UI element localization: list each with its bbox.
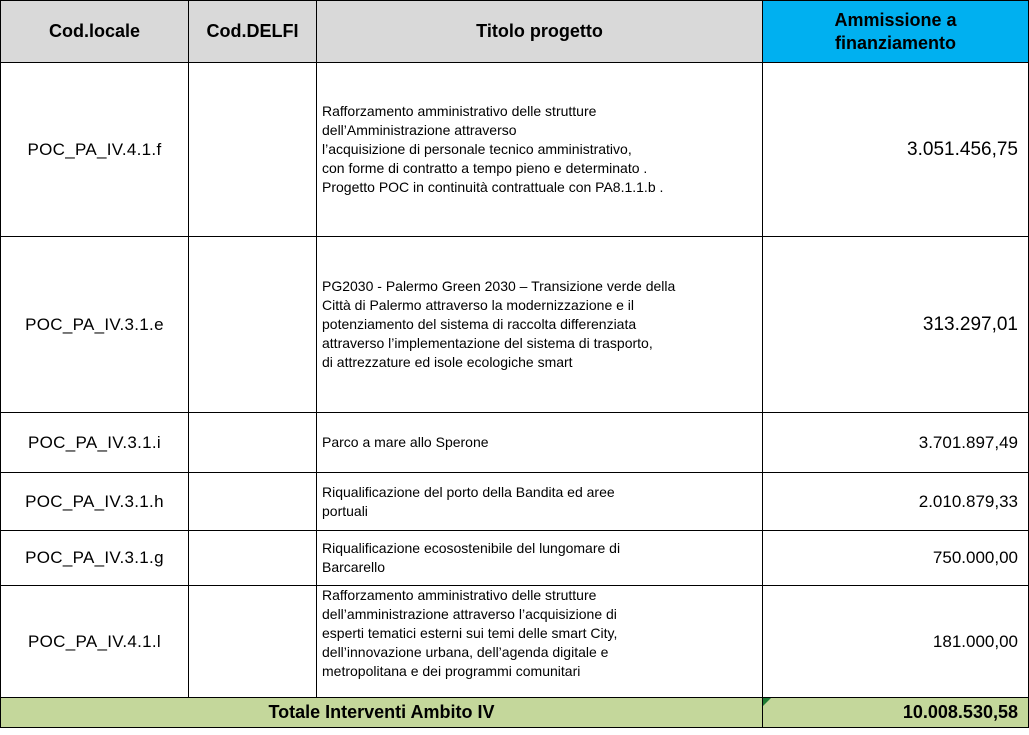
row-title-text: Riqualificazione del porto della Bandita ed aree portuali bbox=[322, 483, 615, 519]
table-row bbox=[1, 237, 1029, 413]
row-delfi bbox=[189, 473, 317, 531]
row-amount: 3.701.897,49 bbox=[763, 413, 1029, 473]
table-row bbox=[1, 413, 1029, 473]
row-amount: 2.010.879,33 bbox=[763, 473, 1029, 531]
row-title bbox=[317, 531, 763, 586]
row-title bbox=[317, 237, 763, 413]
total-label: Totale Interventi Ambito IV bbox=[1, 698, 763, 728]
cell-comment-marker bbox=[763, 698, 771, 706]
table-row bbox=[1, 63, 1029, 237]
row-title bbox=[317, 413, 763, 473]
header-row bbox=[1, 1, 1029, 63]
row-code: POC_PA_IV.4.1.l bbox=[1, 586, 189, 698]
row-code: POC_PA_IV.3.1.g bbox=[1, 531, 189, 586]
header-ammissione-line2: finanziamento bbox=[834, 32, 956, 53]
row-title-text: Riqualificazione ecosostenibile del lungomare di Barcarello bbox=[322, 540, 621, 575]
row-title-text: Parco a mare allo Sperone bbox=[322, 434, 489, 450]
table-row bbox=[1, 531, 1029, 586]
row-code: POC_PA_IV.3.1.h bbox=[1, 473, 189, 531]
row-title-text: PG2030 - Palermo Green 2030 – Transizione verde della Città di Palermo attraverso la modernizzazione e il potenziamento del sistema di raccolta differenziata attraverso l’implementazione del sistema di trasporto, di attrezzature ed isole ecologiche smart bbox=[322, 278, 676, 370]
row-amount: 313.297,01 bbox=[763, 237, 1029, 413]
header-cod-locale: Cod.locale bbox=[1, 1, 189, 63]
row-delfi bbox=[189, 413, 317, 473]
total-value: 10.008.530,58 bbox=[902, 702, 1018, 722]
header-ammissione-finanziamento bbox=[763, 1, 1029, 63]
row-amount: 750.000,00 bbox=[763, 531, 1029, 586]
row-title bbox=[317, 63, 763, 237]
total-value-cell bbox=[763, 698, 1029, 728]
row-code: POC_PA_IV.3.1.i bbox=[1, 413, 189, 473]
header-titolo-progetto: Titolo progetto bbox=[317, 1, 763, 63]
row-code: POC_PA_IV.3.1.e bbox=[1, 237, 189, 413]
total-row bbox=[1, 698, 1029, 728]
row-delfi bbox=[189, 586, 317, 698]
row-amount: 3.051.456,75 bbox=[763, 63, 1029, 237]
row-title-text: Rafforzamento amministrativo delle strutture dell’amministrazione attraverso l’acquisizione di esperti tematici esterni sui temi delle smart City, dell’innovazione urbana, dell’agenda digitale e metropolitana e dei programmi comunitari bbox=[322, 587, 618, 679]
row-title bbox=[317, 473, 763, 531]
table-row bbox=[1, 473, 1029, 531]
header-cod-delfi: Cod.DELFI bbox=[189, 1, 317, 63]
header-ammissione-line1: Ammissione a bbox=[834, 9, 957, 30]
row-code: POC_PA_IV.4.1.f bbox=[1, 63, 189, 237]
row-title bbox=[317, 586, 763, 698]
row-delfi bbox=[189, 237, 317, 413]
row-title-text: Rafforzamento amministrativo delle strutture dell’Amministrazione attraverso l’acquisizione di personale tecnico amministrativo, con forme di contratto a tempo pieno e determinato . Progetto POC in continuità contrattuale con PA8.1.1.b . bbox=[322, 103, 664, 195]
row-delfi bbox=[189, 531, 317, 586]
row-delfi bbox=[189, 63, 317, 237]
table-row bbox=[1, 586, 1029, 698]
row-amount: 181.000,00 bbox=[763, 586, 1029, 698]
